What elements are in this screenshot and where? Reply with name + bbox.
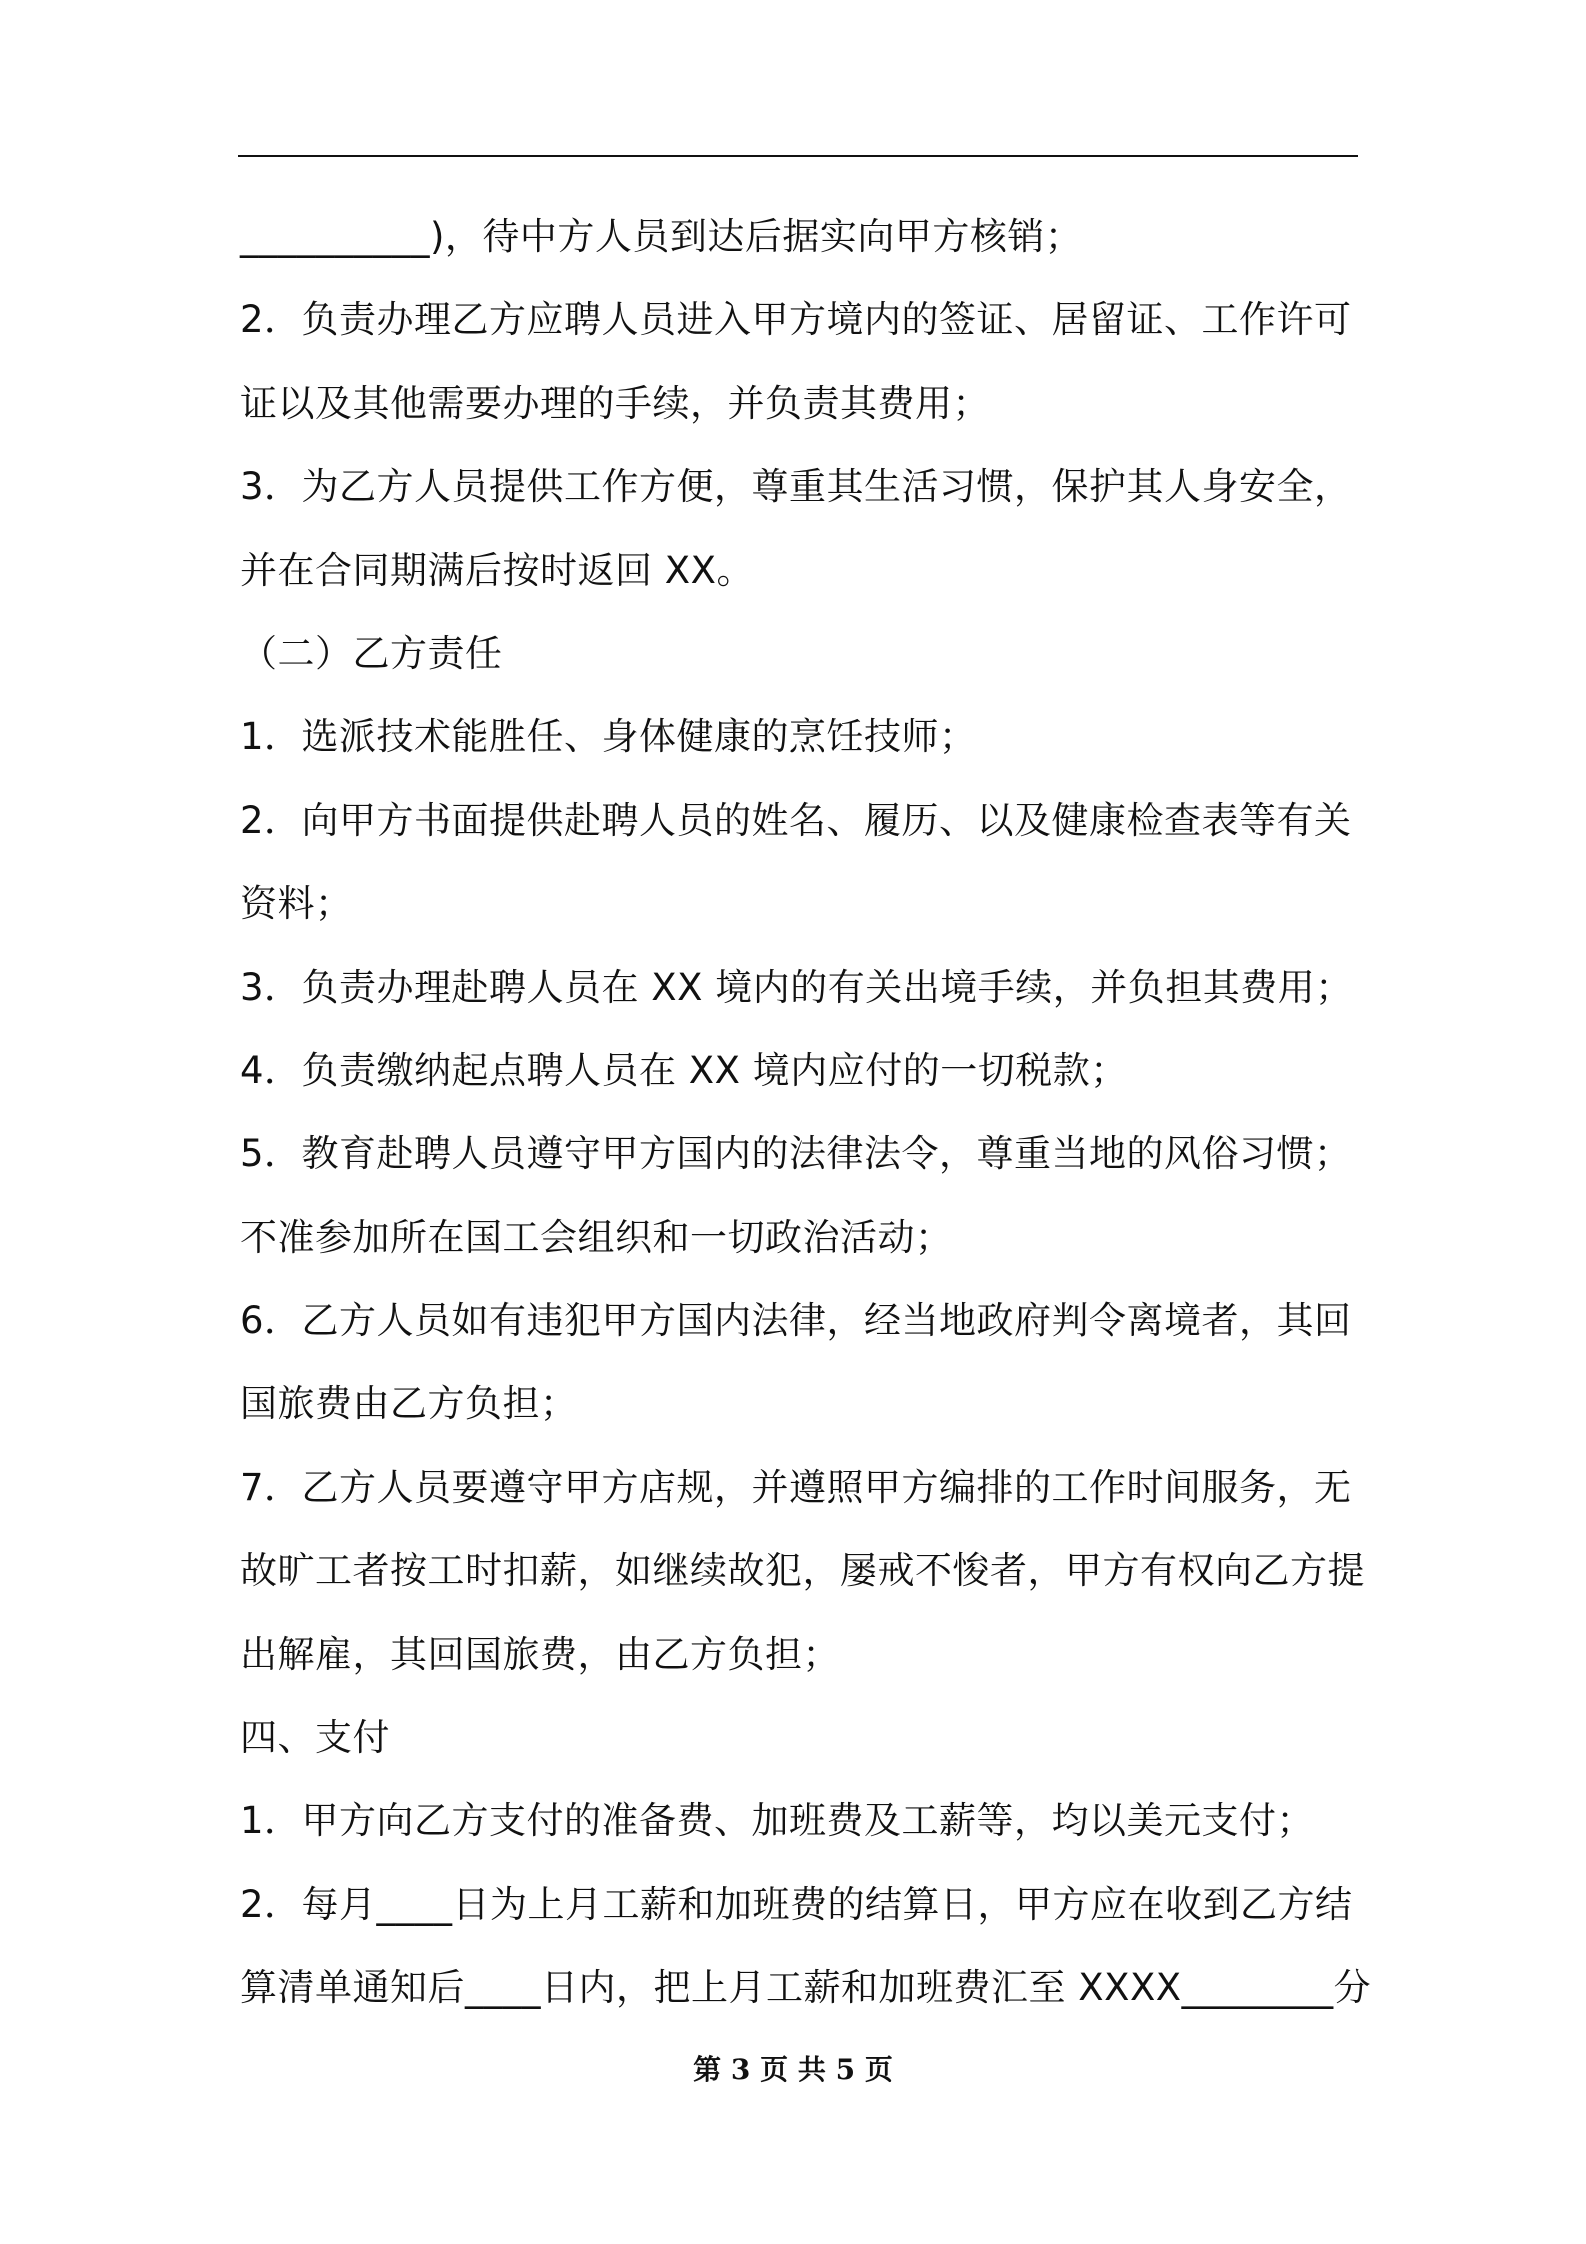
text-line: 故旷工者按工时扣薪，如继续故犯，屡戒不悛者，甲方有权向乙方提 bbox=[240, 1549, 1365, 1593]
text-line: 资料； bbox=[240, 882, 353, 926]
text-line: 2．向甲方书面提供赴聘人员的姓名、履历、以及健康检查表等有关 bbox=[240, 798, 1352, 842]
text-line: 1．甲方向乙方支付的准备费、加班费及工薪等，均以美元支付； bbox=[240, 1799, 1315, 1843]
text-line: 并在合同期满后按时返回 XX。 bbox=[240, 548, 754, 592]
text-line: 出解雇，其回国旅费，由乙方负担； bbox=[240, 1632, 840, 1676]
text-line: 3．负责办理赴聘人员在 XX 境内的有关出境手续，并负担其费用； bbox=[240, 965, 1353, 1009]
text-line: 3．为乙方人员提供工作方便，尊重其生活习惯，保护其人身安全， bbox=[240, 465, 1352, 509]
section-heading: （二）乙方责任 bbox=[240, 631, 503, 675]
text-line: 5．教育赴聘人员遵守甲方国内的法律法令，尊重当地的风俗习惯； bbox=[240, 1132, 1352, 1176]
text-line: 1．选派技术能胜任、身体健康的烹饪技师； bbox=[240, 715, 977, 759]
page-number-footer: 第 3 页 共 5 页 bbox=[693, 2053, 893, 2086]
text-line: 不准参加所在国工会组织和一切政治活动； bbox=[240, 1215, 953, 1259]
text-line: 2．每月____日为上月工薪和加班费的结算日，甲方应在收到乙方结 bbox=[240, 1882, 1353, 1926]
text-line: 4．负责缴纳起点聘人员在 XX 境内应付的一切税款； bbox=[240, 1048, 1128, 1092]
text-line: 证以及其他需要办理的手续，并负责其费用； bbox=[240, 381, 990, 425]
text-line: __________)，待中方人员到达后据实向甲方核销； bbox=[240, 215, 1083, 258]
document-body bbox=[240, 195, 1372, 2030]
text-line: 7．乙方人员要遵守甲方店规，并遵照甲方编排的工作时间服务，无 bbox=[240, 1465, 1352, 1509]
section-heading: 四、支付 bbox=[240, 1716, 390, 1760]
text-line: 国旅费由乙方负担； bbox=[240, 1382, 578, 1426]
text-line: 2．负责办理乙方应聘人员进入甲方境内的签证、居留证、工作许可 bbox=[240, 298, 1352, 342]
text-line: 6．乙方人员如有违犯甲方国内法律，经当地政府判令离境者，其回 bbox=[240, 1299, 1352, 1343]
text-line: 算清单通知后____日内，把上月工薪和加班费汇至 XXXX________分 bbox=[240, 1966, 1372, 2010]
header-rule bbox=[238, 155, 1358, 157]
